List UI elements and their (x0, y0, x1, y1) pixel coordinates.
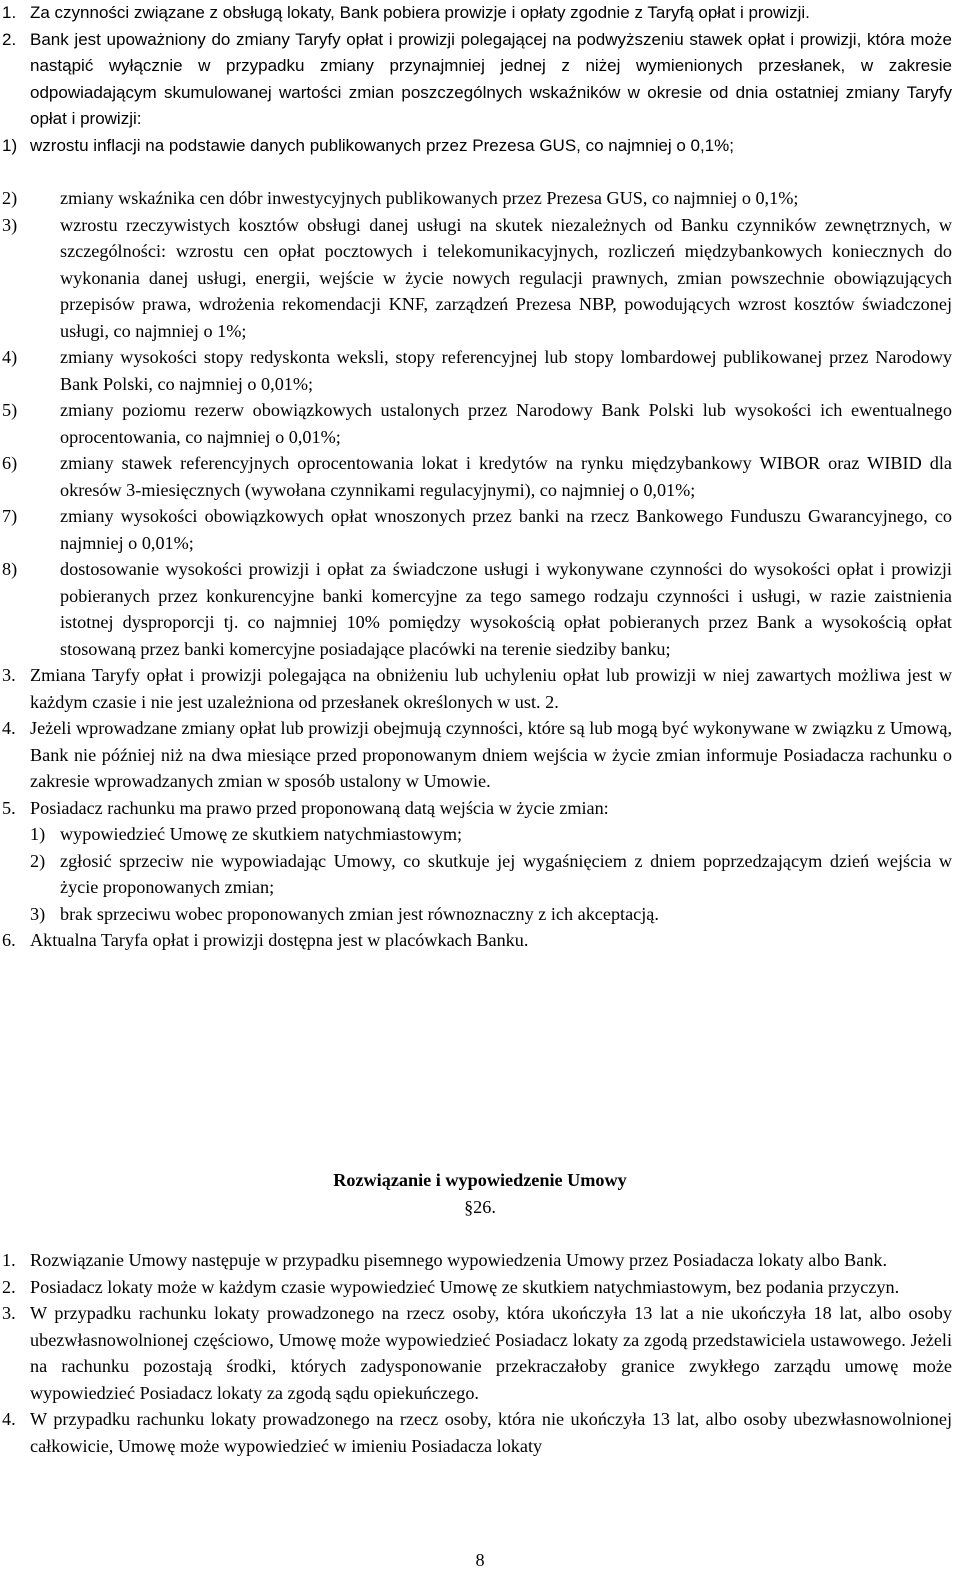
right-text: zgłosić sprzeciw nie wypowiadając Umowy, co skutkuje jej wygaśnięciem z dniem poprzedzającym dzień wejścia w życie proponowanych zmian; (60, 850, 952, 897)
right-number: 2) (30, 850, 46, 871)
item-text: Posiadacz lokaty może w każdym czasie wypowiedzieć Umowę ze skutkiem natychmiastowym, bez podania przyczyn. (30, 1276, 900, 1297)
list-item (0, 1300, 960, 1406)
item-number: 1. (2, 1250, 16, 1270)
item-number: 1. (2, 3, 17, 22)
list-item (0, 27, 960, 133)
condition-item (0, 503, 960, 556)
item-text: Rozwiązanie Umowy następuje w przypadku pisemnego wypowiedzenia Umowy przez Posiadacza lokaty albo Bank. (30, 1250, 888, 1270)
condition-number: 7) (2, 506, 18, 526)
item-number: 3. (2, 665, 16, 685)
termination-list (0, 1247, 960, 1459)
item-text: W przypadku rachunku lokaty prowadzonego na rzecz osoby, która ukończyła 13 lat a nie ukończyła 18 lat, albo osoby ubezwłasnowolnionej częściowo, Umowę może wypowiedzieć Posiadacz lokaty za zgodą przedstawiciela ustawowego. Jeżeli na rachunku pozostają środki, których zadysponowanie przekraczałoby granice zwykłego zarządu umowę może wypowiedzieć Posiadacz lokaty za zgodą sądu opiekuńczego. (30, 1303, 952, 1403)
list-item (0, 1247, 960, 1274)
list-item (0, 1274, 960, 1301)
conditions-list (0, 185, 960, 954)
list-item (0, 715, 960, 795)
item-number: 6. (2, 930, 16, 950)
condition-item (0, 133, 960, 160)
item-text: W przypadku rachunku lokaty prowadzonego na rzecz osoby, która nie ukończyła 13 lat, albo osoby ubezwłasnowolnionej całkowicie, Umowę może wypowiedzieć w imieniu Posiadacza lokaty (30, 1409, 952, 1456)
item-number: 2. (2, 29, 17, 49)
right-item (0, 848, 960, 901)
item-text: Za czynności związane z obsługą lokaty, Bank pobiera prowizje i opłaty zgodnie z Taryfą opłat i prowizji. (30, 3, 810, 22)
condition-number: 8) (2, 559, 18, 579)
right-item (0, 901, 960, 928)
condition-text: zmiany wysokości obowiązkowych opłat wnoszonych przez banki na rzecz Bankowego Funduszu Gwarancyjnego, co najmniej o 0,01%; (60, 506, 952, 553)
item-number: 4. (2, 1409, 16, 1429)
condition-item (0, 185, 960, 212)
condition-text: zmiany wysokości stopy redyskonta weksli, stopy referencyjnej lub stopy lombardowej publikowanej przez Narodowy Bank Polski, co najmniej o 0,01%; (60, 347, 952, 394)
condition-number: 1) (2, 135, 18, 155)
condition-item (0, 397, 960, 450)
right-text: brak sprzeciwu wobec proponowanych zmian jest równoznaczny z ich akceptacją. (60, 903, 659, 924)
list-item (0, 927, 960, 954)
condition-item (0, 212, 960, 345)
item-text: Posiadacz rachunku ma prawo przed proponowaną datą wejścia w życie zmian: (30, 797, 609, 818)
item-text: Bank jest upoważniony do zmiany Taryfy opłat i prowizji polegającej na podwyższeniu stawek opłat i prowizji, która może nastąpić wyłącznie w przypadku zmiany przynajmniej jednej z niżej wymienionych przesłanek, w zakresie odpowiadającym skumulowanej wartości zmian poszczególnych wskaźników w okresie od dnia ostatniej zmiany Taryfy opłat i prowizji: (30, 29, 952, 128)
page-number: 8 (475, 1550, 485, 1570)
right-text: wypowiedzieć Umowę ze skutkiem natychmiastowym; (60, 824, 463, 844)
right-number: 1) (30, 824, 46, 844)
condition-text: dostosowanie wysokości prowizji i opłat za świadczone usługi i wykonywane czynności do wysokości opłat i prowizji pobieranych przez konkurencyjne banki komercyjne za tego samego rodzaju czynności i usługi, w razie zaistnienia istotnej dysproporcji tj. co najmniej 10% pomiędzy wysokością opłat pobieranych przez Bank a wysokością opłat stosowaną przez banki komercyjne posiadające placówki na terenie siedziby banku; (60, 559, 952, 659)
condition-item (0, 344, 960, 397)
right-number: 3) (30, 903, 46, 924)
condition-number: 6) (2, 453, 18, 473)
item-text: Aktualna Taryfa opłat i prowizji dostępna jest w placówkach Banku. (30, 930, 529, 950)
condition-text: zmiany stawek referencyjnych oprocentowania lokat i kredytów na rynku międzybankowy WIBOR oraz WIBID dla okresów 3-miesięcznych (wywołana czynnikami regulacyjnymi), co najmniej o 0,01%; (60, 453, 952, 500)
condition-number: 4) (2, 347, 18, 367)
fee-items-top (0, 0, 960, 159)
condition-text: wzrostu rzeczywistych kosztów obsługi danej usługi na skutek niezależnych od Banku czynników zewnętrznych, w szczególności: wzrostu cen opłat pocztowych i telekomunikacyjnych, rozliczeń międzybankowych koniecznych do wykonania danej usługi, energii, wejście w życie nowych regulacji prawnych, zmian powszechnie obowiązujących przepisów prawa, wdrożenia rekomendacji KNF, zarządzeń Prezesa NBP, powodujących wzrost kosztów świadczonej usługi, co najmniej o 1%; (60, 214, 952, 341)
condition-text: wzrostu inflacji na podstawie danych publikowanych przez Prezesa GUS, co najmniej o 0,1%; (30, 135, 734, 155)
condition-number: 5) (2, 400, 18, 420)
item-text: Zmiana Taryfy opłat i prowizji polegająca na obniżeniu lub uchyleniu opłat lub prowizji w niej zawartych możliwa jest w każdym czasie i nie jest uzależniona od przesłanek określonych w ust. 2. (30, 665, 952, 712)
condition-number: 2) (2, 188, 18, 208)
item-text: Jeżeli wprowadzane zmiany opłat lub prowizji obejmują czynności, które są lub mogą być wykonywane w związku z Umową, Bank nie później niż na dwa miesiące przed proponowanym dniem wejścia w życie zmian informuje Posiadacza rachunku o zakresie wprowadzanych zmian w sposób ustalony w Umowie. (30, 718, 952, 791)
list-item (0, 795, 960, 822)
list-item (0, 662, 960, 715)
condition-item (0, 556, 960, 662)
item-number: 2. (2, 1276, 16, 1297)
condition-text: zmiany wskaźnika cen dóbr inwestycyjnych publikowanych przez Prezesa GUS, co najmniej o 0,1%; (60, 188, 799, 208)
right-item (0, 821, 960, 848)
list-item (0, 1406, 960, 1459)
item-number: 4. (2, 718, 16, 738)
section-paragraph-number: §26. (464, 1197, 496, 1217)
condition-item (0, 450, 960, 503)
item-number: 5. (2, 797, 16, 818)
item-number: 3. (2, 1303, 16, 1323)
list-item (0, 0, 960, 27)
condition-text: zmiany poziomu rezerw obowiązkowych ustalonych przez Narodowy Bank Polski lub wysokości ich ewentualnego oprocentowania, co najmniej o 0,01%; (60, 400, 952, 447)
condition-number: 3) (2, 214, 18, 235)
section-title: Rozwiązanie i wypowiedzenie Umowy (333, 1170, 627, 1190)
